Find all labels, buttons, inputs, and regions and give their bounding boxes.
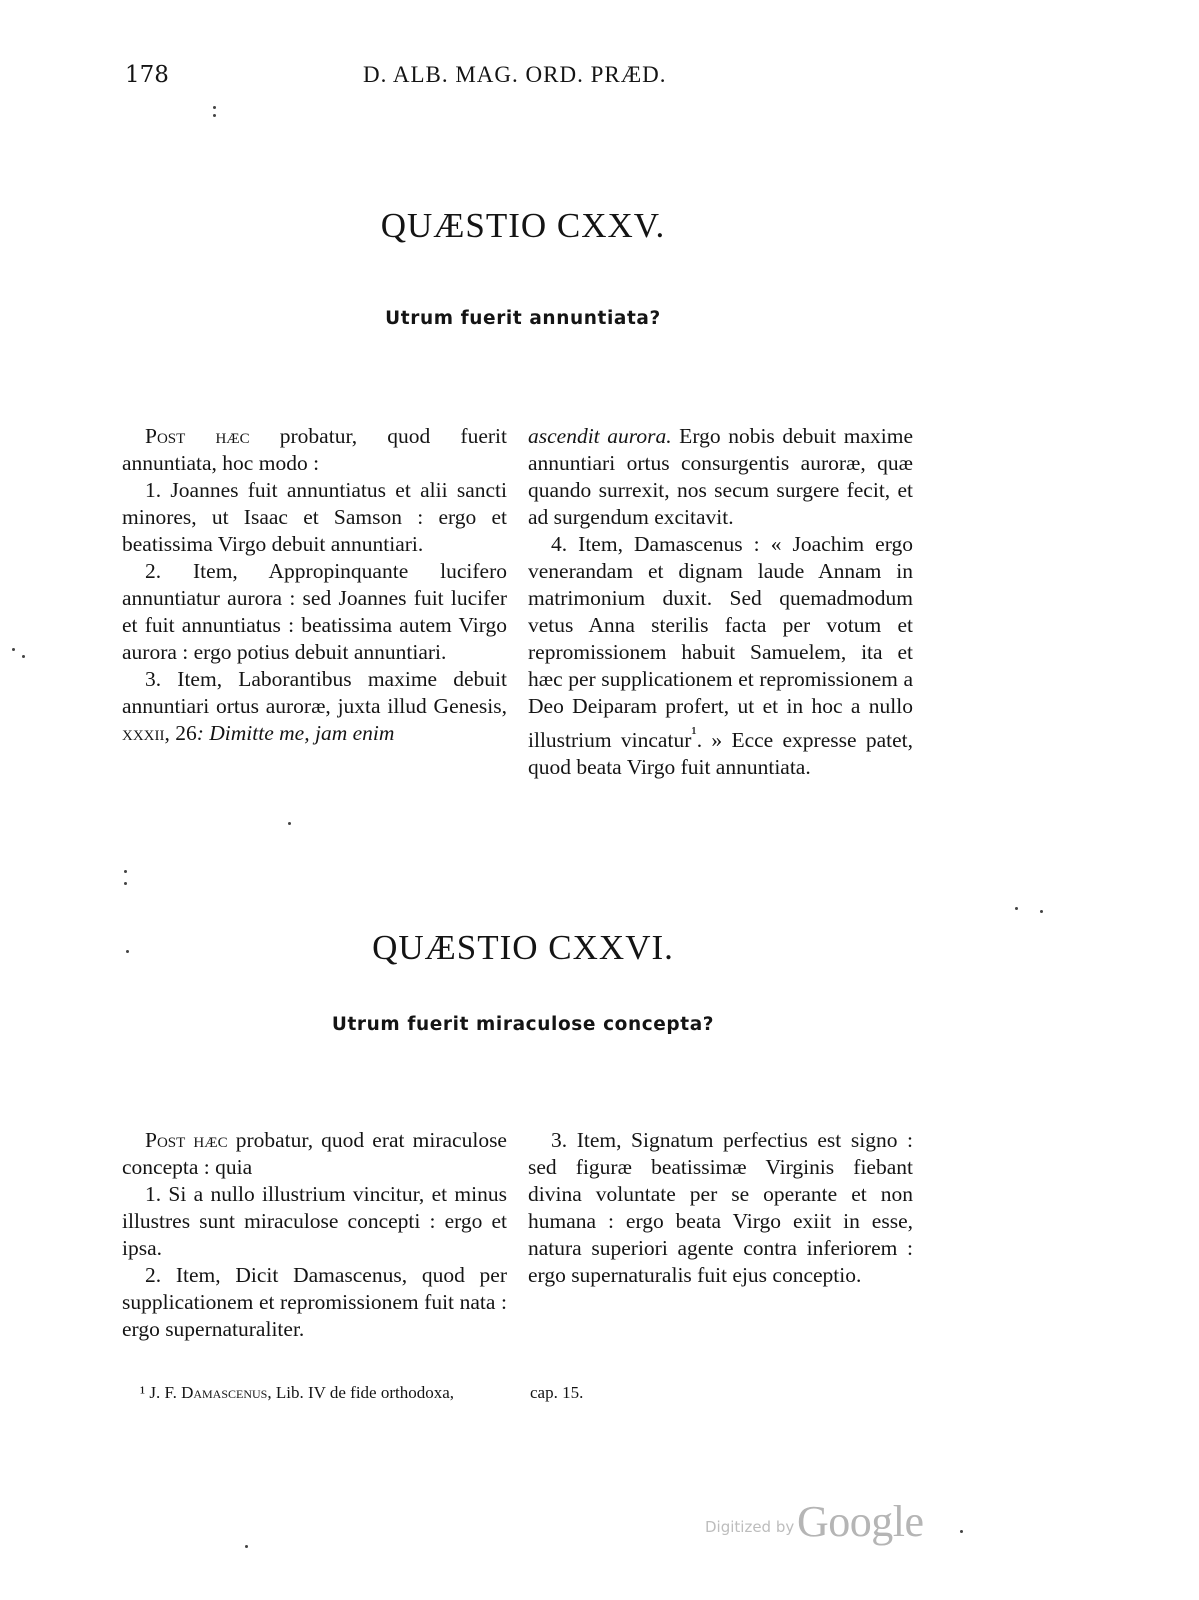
scan-speck bbox=[213, 106, 216, 109]
paragraph: Post hæc probatur, quod erat miraculose concepta : quia bbox=[122, 1128, 507, 1179]
paragraph: 1. Si a nullo illustrium vincitur, et minus illustres sunt miraculose concepti : ergo et ipsa. bbox=[122, 1182, 507, 1260]
running-title: D. ALB. MAG. ORD. PRÆD. bbox=[363, 62, 667, 87]
paragraph: 3. Item, Laborantibus maxime debuit annuntiari ortus auroræ, juxta illud Genesis, xxxii, 26: Dimitte me, jam enim bbox=[122, 667, 507, 745]
question-title-125: QUÆSTIO CXXV. bbox=[380, 206, 666, 245]
lead-words: Post hæc bbox=[145, 424, 250, 448]
scan-speck bbox=[22, 655, 25, 658]
q126-right-column bbox=[528, 1127, 913, 1289]
question-subtitle-126: Utrum fuerit miraculose concepta? bbox=[331, 1014, 715, 1035]
paragraph: 2. Item, Dicit Damascenus, quod per supplicationem et repromissionem fuit nata : ergo supernaturaliter. bbox=[122, 1263, 507, 1341]
paragraph: 3. Item, Signatum perfectius est signo : sed figuræ beatissimæ Virginis fiebant divina voluntate per se operante et non humana : ergo beata Virgo exiit in esse, natura superiori agente contra inferiorem : ergo supernaturalis fuit ejus conceptio. bbox=[528, 1128, 913, 1287]
footnote-author: J. F. Damascenus bbox=[149, 1383, 268, 1402]
question-subtitle-125: Utrum fuerit annuntiata? bbox=[385, 308, 661, 329]
footnote-text: , Lib. IV de fide orthodoxa, bbox=[267, 1383, 455, 1402]
footnote-mark: ¹ bbox=[140, 1383, 146, 1402]
scripture-quote: ascendit aurora. bbox=[528, 424, 672, 448]
footnote-ref: ¹ bbox=[691, 723, 697, 743]
lead-words: Post hæc bbox=[145, 1128, 228, 1152]
digitized-watermark bbox=[705, 1496, 945, 1546]
scan-speck bbox=[124, 882, 127, 885]
scripture-quote: : Dimitte me, jam enim bbox=[196, 721, 395, 745]
paragraph: 2. Item, Appropinquante lucifero annuntiatur aurora : sed Joannes fuit lucifer et fuit annuntiatus : beatissima autem Virgo aurora : ergo potius debuit annuntiari. bbox=[122, 559, 507, 664]
paragraph: ascendit aurora. Ergo nobis debuit maxime annuntiari ortus consurgentis auroræ, quæ quando surrexit, nos secum surgere fecit, et ad surgendum excitavit. bbox=[528, 424, 913, 529]
running-head bbox=[125, 62, 685, 102]
page-number: 178 bbox=[125, 62, 169, 88]
scan-speck bbox=[1015, 907, 1018, 910]
paragraph: 1. Joannes fuit annuntiatus et alii sancti minores, ut Isaac et Samson : ergo et beatissima Virgo debuit annuntiari. bbox=[122, 478, 507, 556]
q125-left-column bbox=[122, 423, 507, 747]
paragraph: Post hæc probatur, quod fuerit annuntiata, hoc modo : bbox=[122, 424, 507, 475]
footnote bbox=[140, 1383, 920, 1403]
scripture-reference: xxxii bbox=[122, 721, 165, 745]
watermark-prefix: Digitized by bbox=[705, 1518, 795, 1536]
scan-speck bbox=[960, 1530, 963, 1533]
scan-speck bbox=[126, 950, 129, 953]
scan-speck bbox=[1040, 910, 1043, 913]
question-title-126: QUÆSTIO CXXVI. bbox=[372, 928, 674, 967]
q126-left-column bbox=[122, 1127, 507, 1343]
scan-speck bbox=[288, 822, 291, 825]
footnote-continuation: cap. 15. bbox=[530, 1383, 584, 1402]
google-logo: Google bbox=[797, 1497, 924, 1546]
paragraph: 4. Item, Damascenus : « Joachim ergo venerandam et dignam laude Annam in matrimonium duxit. Sed quemadmodum vetus Anna sterilis facta per votum et repromissionem habuit Samuelem, ita et hæc per supplicationem et repromissionem a Deo Deiparam profert, ut et in hoc a nullo illustrium vincatur$^{^1}$. » Ecce expresse patet, quod beata Virgo fuit annuntiata. bbox=[528, 532, 913, 780]
q125-right-column bbox=[528, 423, 913, 781]
scan-speck bbox=[12, 648, 15, 651]
scan-speck bbox=[213, 114, 216, 117]
scan-speck bbox=[245, 1545, 248, 1548]
scan-speck bbox=[124, 870, 127, 873]
